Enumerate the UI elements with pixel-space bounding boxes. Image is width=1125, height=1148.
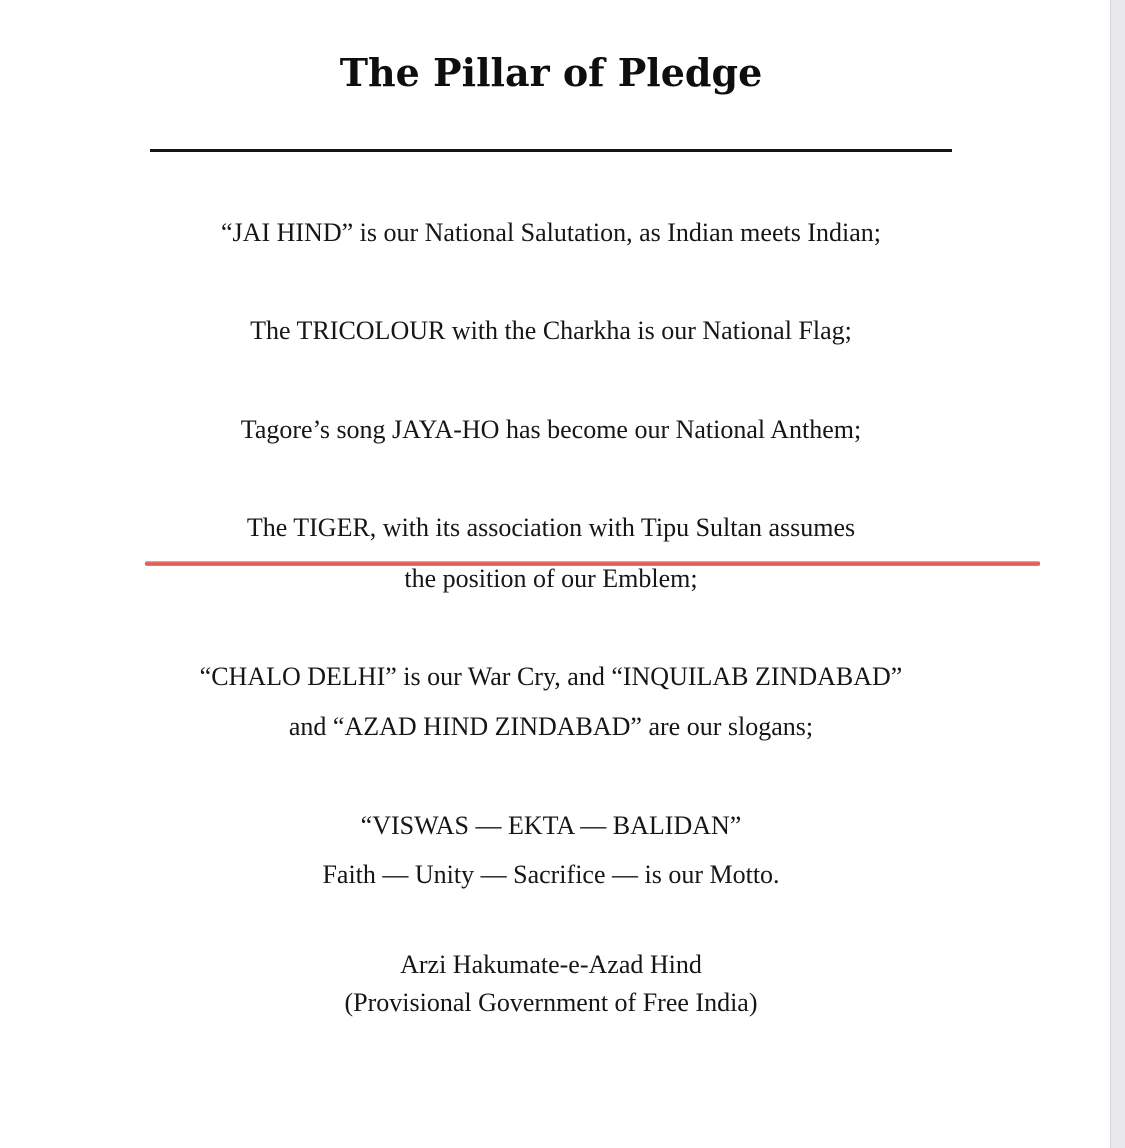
signature-line-1: Arzi Hakumate-e-Azad Hind (400, 950, 702, 979)
pledge-line-war-cry-1: “CHALO DELHI” is our War Cry, and “INQUILAB ZINDABAD” (199, 662, 903, 691)
pledge-line-anthem: Tagore’s song JAYA-HO has become our National Anthem; (240, 415, 862, 444)
title-divider (150, 149, 952, 152)
pledge-line-motto-2: Faith — Unity — Sacrifice — is our Motto. (322, 860, 780, 889)
pledge-line-war-cry-2: and “AZAD HIND ZINDABAD” are our slogans; (288, 712, 814, 741)
pledge-line-salutation: “JAI HIND” is our National Salutation, as Indian meets Indian; (221, 218, 881, 247)
pledge-line-motto-1: “VISWAS — EKTA — BALIDAN” (360, 811, 742, 840)
pledge-line-emblem-1: The TIGER, with its association with Tipu Sultan assumes (246, 513, 856, 542)
scrollbar-track[interactable] (1110, 0, 1125, 1148)
pledge-line-emblem-2: the position of our Emblem; (404, 564, 698, 593)
page-title: The Pillar of Pledge (339, 50, 763, 95)
signature-line-2: (Provisional Government of Free India) (344, 988, 758, 1017)
pledge-line-flag: The TRICOLOUR with the Charkha is our National Flag; (250, 316, 852, 345)
